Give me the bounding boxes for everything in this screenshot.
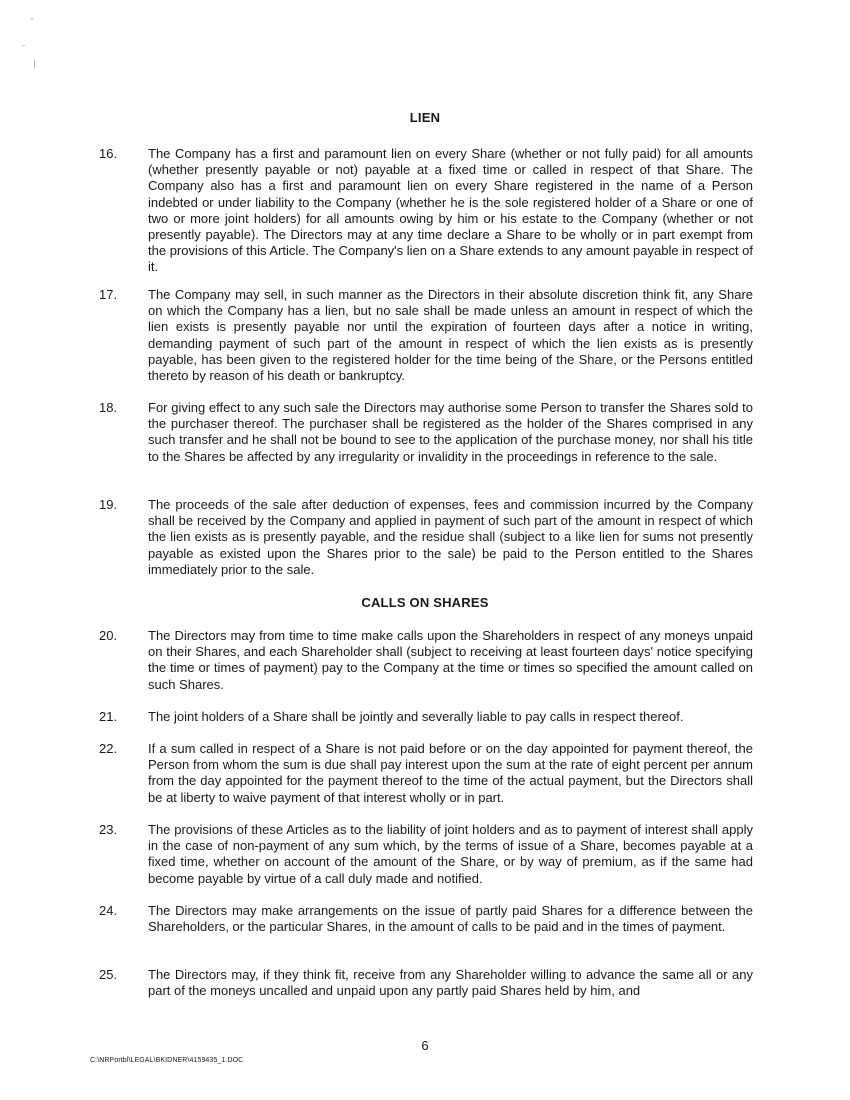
heading-calls-on-shares: CALLS ON SHARES [361,595,489,610]
clause-number: 19. [99,497,118,512]
clause-text: If a sum called in respect of a Share is not paid before or on the day appointed for payment thereof, the Person from whom the sum is due shall pay interest upon the sum at the rate of eight percent per annum from the day appointed for the payment thereof to the time of the actual payment, but the Directors shall be at liberty to waive payment of that interest wholly or in part. [148,741,753,805]
clause-text: The provisions of these Articles as to the liability of joint holders and as to payment of interest shall apply in the case of non-payment of any sum which, by the terms of issue of a Share, becomes payable at a fixed time, whether on account of the amount of the Share, or by way of premium, as if the same had become payable by virtue of a call duly made and notified. [148,822,753,886]
footer-file-path: C:\NRPortbl\LEGAL\BKIDNER\4159435_1.DOC [90,1057,244,1064]
clause-text: For giving effect to any such sale the Directors may authorise some Person to transfer the Shares sold to the purchaser thereof. The purchaser shall be registered as the holder of the Shares comprised in any such transfer and he shall not be bound to see to the application of the purchase money, nor shall his title to the Shares be affected by any irregularity or invalidity in the proceedings in reference to the sale. [148,400,753,464]
clause-number: 17. [99,287,118,302]
clause-number: 16. [99,146,118,161]
clause-text: The proceeds of the sale after deduction of expenses, fees and commission incurred by the Company shall be received by the Company and applied in payment of such part of the amount in respect of which the lien exists as is presently payable, and the residue shall (subject to a like lien for sums not presently payable as existed upon the Shares prior to the sale) be paid to the Person entitled to the Shares immediately prior to the sale. [148,497,753,577]
clause-number: 23. [99,822,118,837]
clause-number: 18. [99,400,118,415]
heading-lien: LIEN [409,110,441,125]
scan-artifact [34,60,35,68]
clause-text: The Company may sell, in such manner as the Directors in their absolute discretion think fit, any Share on which the Company has a lien, but no sale shall be made unless an amount in respect of which the lien exists is presently payable nor until the expiration of fourteen days after a notice in writing, demanding payment of such part of the amount in respect of which the lien exists as is presently payable, has been given to the registered holder for the time being of the Share, or the Persons entitled thereto by reason of his death or bankruptcy. [148,287,753,384]
clause-number: 24. [99,903,118,918]
clause-text: The Directors may from time to time make calls upon the Shareholders in respect of any moneys unpaid on their Shares, and each Shareholder shall (subject to receiving at least fourteen days' notice specifying the time or times of payment) pay to the Company at the time or times so specified the amount called on such Shares. [148,628,753,692]
clause-text: The Directors may, if they think fit, receive from any Shareholder willing to advance the same all or any part of the moneys uncalled and unpaid upon any partly paid Shares held by him, and [148,967,753,999]
clause-number: 20. [99,628,118,643]
clause-text: The Company has a first and paramount lien on every Share (whether or not fully paid) for all amounts (whether presently payable or not) payable at a fixed time or called in respect of that Share. The Company also has a first and paramount lien on every Share registered in the name of a Person indebted or under liability to the Company (whether he is the sole registered holder of a Share or one of two or more joint holders) for all amounts owing by him or his estate to the Company (whether or not presently payable). The Directors may at any time declare a Share to be wholly or in part exempt from the provisions of this Article. The Company's lien on a Share extends to any amount payable in respect of it. [148,146,753,275]
clause-number: 21. [99,709,118,724]
page-number: 6 [421,1038,429,1053]
clause-number: 22. [99,741,118,756]
scan-artifact [22,45,25,46]
scan-artifact [31,18,33,20]
clause-text: The joint holders of a Share shall be jointly and severally liable to pay calls in respect thereof. [148,709,684,724]
clause-number: 25. [99,967,118,982]
clause-text: The Directors may make arrangements on the issue of partly paid Shares for a difference between the Shareholders, or the particular Shares, in the amount of calls to be paid and in the times of payment. [148,903,753,935]
